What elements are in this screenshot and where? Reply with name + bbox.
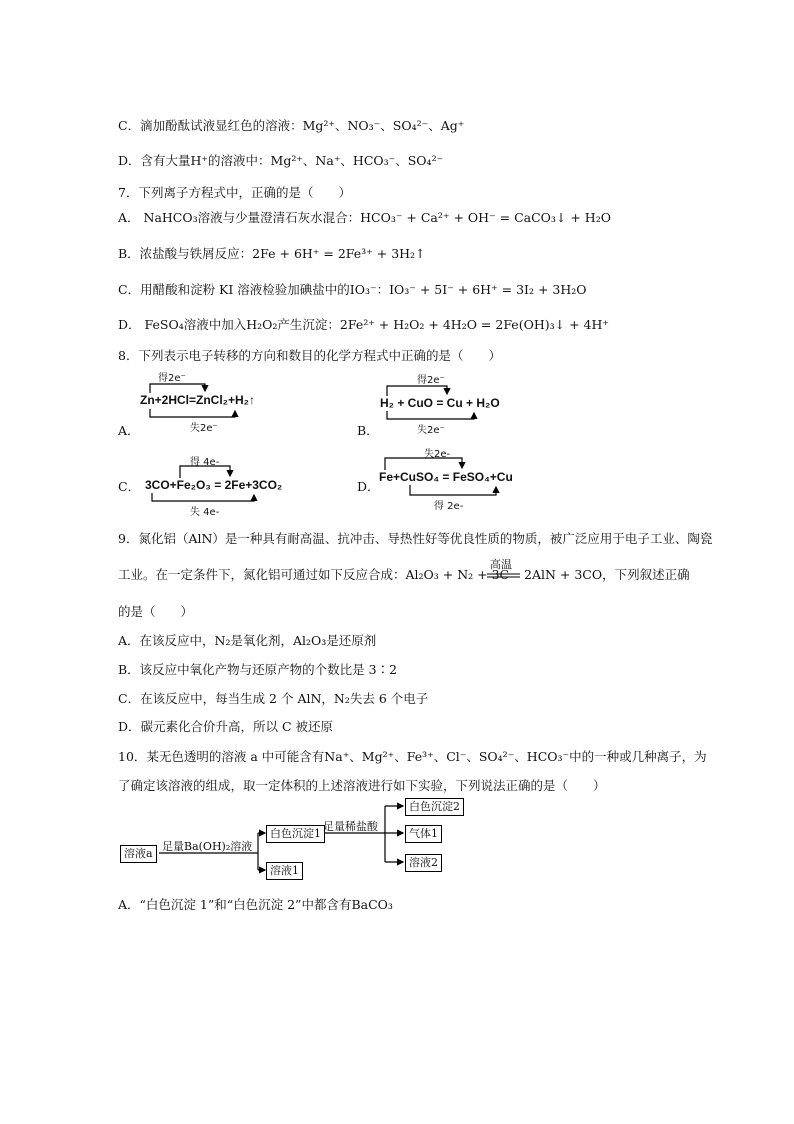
q10-stem-line2: 了确定该溶液的组成，取一定体积的上述溶液进行如下实验，下列说法正确的是（ ）	[118, 778, 606, 793]
q8a-loss-label: 失2e⁻	[190, 423, 218, 434]
flow-solution-a: 溶液a	[120, 845, 157, 863]
q9-stem-line2-pre: 工业。在一定条件下，氮化铝可通过如下反应合成：Al₂O₃ + N₂ + 3C	[118, 567, 510, 582]
q9-option-b: B．该反应中氧化产物与还原产物的个数比是 3∶2	[118, 662, 398, 677]
q8a-equation: Zn+2HCl=ZnCl₂+H₂↑	[140, 393, 256, 407]
q8c-loss-label: 失 4e-	[190, 507, 220, 518]
q8d-loss-label: 失2e-	[424, 449, 451, 460]
q8b-gain-label: 得2e⁻	[417, 375, 445, 386]
q9-stem-line1: 9．氮化铝（AlN）是一种具有耐高温、抗冲击、导热性好等优良性质的物质，被广泛应用于电子工业、陶瓷	[118, 531, 713, 546]
q8d-gain-label: 得 2e-	[434, 501, 464, 512]
q7-option-d: D． FeSO₄溶液中加入H₂O₂产生沉淀：2Fe²⁺ + H₂O₂ + 4H₂O = 2Fe(OH)₃↓ + 4H⁺	[118, 317, 609, 332]
q8c-letter: C．	[118, 479, 141, 494]
q7-option-b: B．浓盐酸与铁屑反应：2Fe + 6H⁺ = 2Fe³⁺ + 3H₂↑	[118, 246, 426, 261]
q8-stem: 8．下列表示电子转移的方向和数目的化学方程式中正确的是（ ）	[118, 348, 501, 363]
q10-stem-line1: 10．某无色透明的溶液 a 中可能含有Na⁺、Mg²⁺、Fe³⁺、Cl⁻、SO₄²⁻、HCO₃⁻中的一种或几种离子，为	[118, 749, 707, 764]
flow-white-ppt-1: 白色沉淀1	[266, 825, 325, 843]
q8d-equation: Fe+CuSO₄ = FeSO₄+Cu	[379, 470, 513, 484]
q8a-letter: A．	[118, 423, 140, 438]
q8b-letter: B．	[357, 423, 379, 438]
q8b-loss-label: 失2e⁻	[417, 425, 445, 436]
q7-option-a: A． NaHCO₃溶液与少量澄清石灰水混合：HCO₃⁻ + Ca²⁺ + OH⁻ = CaCO₃↓ + H₂O	[118, 210, 611, 225]
q9-option-a: A．在该反应中，N₂是氧化剂，Al₂O₃是还原剂	[118, 633, 377, 648]
flow-reagent-hcl: 足量稀盐酸	[323, 820, 378, 833]
q9-option-c: C．在该反应中，每当生成 2 个 AlN，N₂失去 6 个电子	[118, 691, 429, 706]
q8c-gain-label: 得 4e-	[190, 457, 220, 468]
q9-condition: 高温	[490, 558, 512, 571]
q9-stem-line3: 的是（ ）	[118, 604, 194, 619]
flow-white-ppt-2: 白色沉淀2	[405, 798, 464, 816]
flow-gas-1: 气体1	[405, 825, 442, 843]
q6-option-c: C．滴加酚酞试液显红色的溶液：Mg²⁺、NO₃⁻、SO₄²⁻、Ag⁺	[118, 118, 465, 133]
q9-option-d: D．碳元素化合价升高，所以 C 被还原	[118, 719, 334, 734]
q8c-equation: 3CO+Fe₂O₃ = 2Fe+3CO₂	[145, 478, 283, 492]
q6-option-d: D．含有大量H⁺的溶液中：Mg²⁺、Na⁺、HCO₃⁻、SO₄²⁻	[118, 153, 444, 168]
q8b-equation: H₂ + CuO = Cu + H₂O	[380, 396, 500, 410]
flow-solution-2: 溶液2	[405, 854, 442, 872]
q7-option-c: C．用醋酸和淀粉 KI 溶液检验加碘盐中的IO₃⁻：IO₃⁻ + 5I⁻ + 6H⁺ = 3I₂ + 3H₂O	[118, 282, 587, 297]
flow-solution-1: 溶液1	[266, 862, 303, 880]
flow-reagent-baoh2: 足量Ba(OH)₂溶液	[162, 840, 253, 853]
q8a-gain-label: 得2e⁻	[158, 373, 186, 384]
q7-stem: 7．下列离子方程式中，正确的是（ ）	[118, 185, 351, 200]
q10-option-a: A．“白色沉淀 1”和“白色沉淀 2”中都含有BaCO₃	[118, 897, 393, 912]
q8d-letter: D．	[357, 479, 380, 494]
q9-stem-line2-post: 2AlN + 3CO，下列叙述正确	[524, 567, 690, 582]
